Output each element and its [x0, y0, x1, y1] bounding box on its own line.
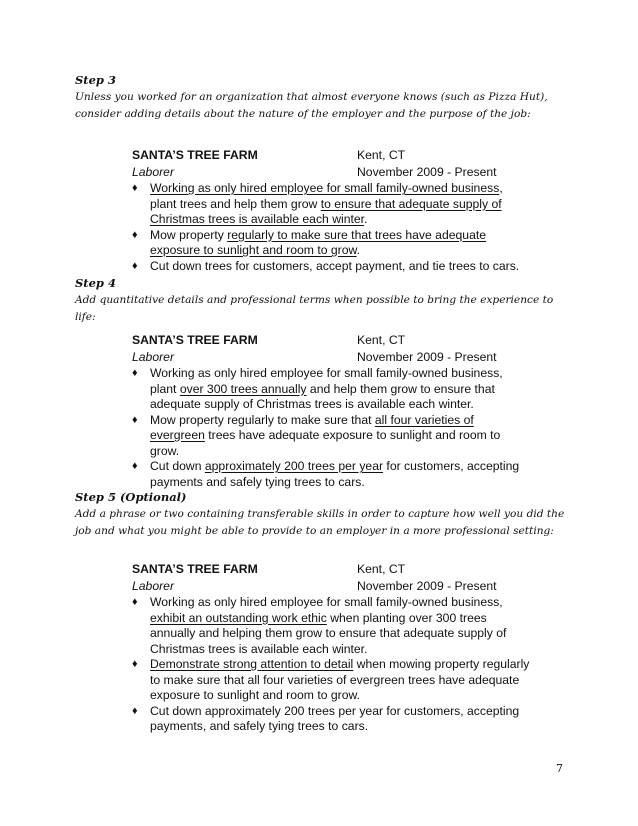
bullet-text-segment: for customers, accepting payments and safely tying trees to cars. — [150, 459, 520, 489]
job-dates: November 2009 - Present — [357, 579, 497, 593]
bullet-text-segment: Cut down trees for customers, accept payment, and tie trees to cars. — [150, 258, 520, 273]
job-location: Kent, CT — [357, 148, 406, 162]
job-title: Laborer — [132, 579, 175, 593]
bullet-item — [132, 366, 532, 413]
step5-bullet-list — [132, 595, 532, 735]
bullet-text — [150, 704, 519, 734]
diamond-bullet-icon: ♦ — [132, 704, 138, 717]
page-number: 7 — [556, 762, 563, 775]
bullet-text — [150, 259, 519, 273]
step4-title: Step 4 — [75, 276, 116, 290]
job-title: Laborer — [132, 350, 175, 364]
bullet-text-segment: . — [356, 243, 361, 257]
bullet-text-segment: when mowing property regularly to make sure that all four varieties of evergreen trees have adequate exposure to sunlight and room to grow. — [150, 657, 530, 702]
bullet-item — [132, 704, 532, 735]
diamond-bullet-icon: ♦ — [132, 259, 138, 272]
bullet-item — [132, 595, 532, 657]
step5-description: Add a phrase or two containing transferable skills in order to capture how well you did the job and what you might be able to provide to an employer in a more professional setting: — [75, 508, 565, 537]
underlined-phrase: Working as only hired employee for small family-owned business — [150, 181, 500, 195]
step3-description: Unless you worked for an organization that almost everyone knows (such as Pizza Hut), consider adding details about the nature of the employer and the purpose of the job: — [75, 91, 548, 120]
step4-entry-subheader — [132, 349, 532, 366]
bullet-text — [150, 657, 529, 702]
bullet-text-segment: , plant trees and help them grow — [150, 181, 503, 211]
underlined-phrase: all four varieties of evergreen — [150, 412, 474, 442]
bullet-text — [150, 413, 500, 458]
employer-name: SANTA’S TREE FARM — [132, 562, 258, 576]
bullet-text — [150, 228, 486, 258]
bullet-item — [132, 413, 532, 460]
bullet-text-segment: when planting over 300 trees annually and helping them grow to ensure that adequate supply of Christmas trees is available each winter. — [150, 610, 507, 656]
job-dates: November 2009 - Present — [357, 350, 497, 364]
step4-job-entry — [132, 332, 532, 490]
bullet-text-segment: Cut down — [150, 459, 205, 473]
diamond-bullet-icon: ♦ — [132, 460, 138, 472]
step5-entry-subheader — [132, 578, 532, 595]
diamond-bullet-icon: ♦ — [132, 228, 138, 241]
diamond-bullet-icon: ♦ — [132, 182, 138, 194]
job-location: Kent, CT — [357, 562, 406, 576]
diamond-bullet-icon: ♦ — [132, 367, 138, 379]
underlined-phrase: approximately 200 trees per year — [204, 459, 384, 473]
underlined-phrase: Demonstrate strong attention to detail — [150, 657, 354, 671]
diamond-bullet-icon: ♦ — [132, 658, 138, 670]
step4-entry-header — [132, 332, 532, 349]
employer-name: SANTA’S TREE FARM — [132, 148, 258, 162]
bullet-text-segment: . — [364, 212, 368, 226]
bullet-text — [150, 181, 503, 226]
step3-entry-subheader — [132, 164, 532, 181]
step3-entry-header — [132, 147, 532, 164]
bullet-item — [132, 657, 532, 704]
underlined-phrase: exhibit an outstanding work ethic — [150, 610, 327, 625]
step4-description: Add quantitative details and professional terms when possible to bring the experience to life: — [75, 294, 554, 323]
underlined-phrase: to ensure that adequate supply of Christmas trees is available each winter — [150, 196, 502, 226]
bullet-text-segment: and help them grow to ensure that adequate supply of Christmas trees is available each winter. — [150, 381, 495, 411]
bullet-item — [132, 259, 532, 275]
bullet-text-segment: Cut down approximately 200 trees per year for customers, accepting payments, and safely tying trees to cars. — [150, 703, 520, 733]
bullet-item — [132, 459, 532, 490]
underlined-phrase: regularly to make sure that trees have adequate exposure to sunlight and room to grow — [150, 227, 487, 257]
diamond-bullet-icon: ♦ — [132, 413, 138, 426]
bullet-text-segment: Working as only hired employee for small family-owned business, plant — [150, 366, 503, 396]
bullet-text-segment: trees have adequate exposure to sunlight and room to grow. — [150, 428, 501, 458]
step3-bullet-list — [132, 181, 532, 274]
step4-bullet-list — [132, 366, 532, 490]
step3-job-entry — [132, 147, 532, 274]
step5-job-entry — [132, 561, 532, 735]
bullet-text-segment: Mow property — [150, 227, 228, 242]
bullet-text-segment: Working as only hired employee for small family-owned business, — [150, 595, 503, 609]
job-dates: November 2009 - Present — [357, 165, 497, 179]
bullet-item — [132, 228, 532, 259]
step5-title: Step 5 (Optional) — [75, 490, 187, 504]
bullet-text-segment: Mow property regularly to make sure that — [150, 412, 375, 427]
job-title: Laborer — [132, 165, 175, 179]
step5-entry-header — [132, 561, 532, 578]
bullet-text — [150, 595, 506, 656]
employer-name: SANTA’S TREE FARM — [132, 333, 258, 347]
bullet-item — [132, 181, 532, 228]
step3-title: Step 3 — [75, 73, 116, 87]
bullet-text — [150, 366, 503, 411]
diamond-bullet-icon: ♦ — [132, 596, 138, 608]
job-location: Kent, CT — [357, 333, 406, 347]
underlined-phrase: over 300 trees annually — [179, 381, 307, 396]
bullet-text — [150, 459, 519, 489]
